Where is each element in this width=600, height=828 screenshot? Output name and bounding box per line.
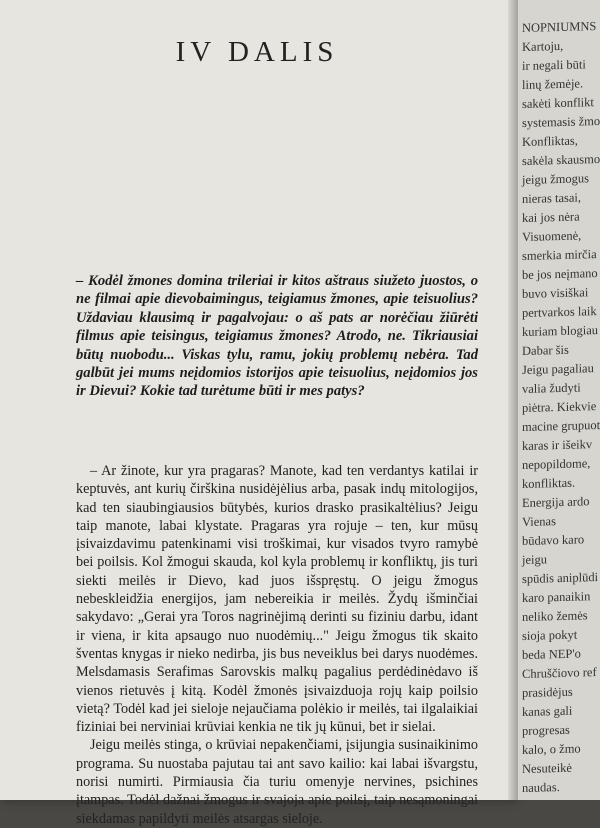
right-page-line: Chruščiovo ref xyxy=(522,665,597,682)
right-page-line: sakėti konflikt xyxy=(522,95,594,112)
right-page-line: jeigu xyxy=(522,552,547,568)
paragraph: – Ar žinote, kur yra pragaras? Manote, kad ten verdantys katilai ir keptuvės, ant kurių čirškina nusidėjėlius arba, pasak indų mitologijos, kad ten siaubingiausios būtybės, kurios drasko prasikaltėlius? Jeigu taip manote, labai klystate. Pragaras yra rojuje – ten, kur mūsų įsivaizdavimu patenkinami visi troškimai, kur visados tvyro ramybė bei poilsis. Kol žmogui skauda, kol kyla problemų ir konfliktų, jis turi siekti meilės ir Dievo, kad juos išspręstų. O jeigu žmogus nebeskleidžia energijos, jam nebereikia ir meilės. Žydų išminčiai sakydavo: „Gerai yra Toros nagrinėjimą derinti su fiziniu darbu, idant ir viena, ir kita apsaugo nuo nuodėmių..." Jeigu žmogus tik skaito šventas knygas ir nieko nedirba, jis bus neveiklus bei darys nuodėmes. Melsdamasis Serafimas Sarovskis malkų pagalius perdėdinėdavo iš vienos rietuvės į kitą. Kodėl žmonės įsivaizduoja rojų kaip poilsio vietą? Todėl kad jei sieloje nejaučiama polėkio ir meilės, tai ilgalaikiai fiziniai bei nerviniai krūviai kenkia ne tik jų kūnui, bet ir sielai. xyxy=(76,463,478,736)
right-page-line: beda NEP'o xyxy=(522,646,581,663)
right-page-line: Visuomenė, xyxy=(522,228,582,245)
right-page-line: kai jos nėra xyxy=(522,209,580,226)
right-page-line: kanas gali xyxy=(522,703,573,720)
right-page-line: Energija ardo xyxy=(522,494,590,511)
right-page-line: valia žudyti xyxy=(522,380,581,397)
epigraph-question: – Kodėl žmones domina trileriai ir kitos aštraus siužeto juostos, o ne filmai apie dievobaimingus, teigiamus žmones, apie teisuolius? Uždaviau klausimą ir pagalvojau: o aš pats ar norėčiau žiūrėti filmus apie teisingus, teigiamus žmones? Atrodo, ne. Tikriausiai būtų nuobodu... Viskas tylu, ramu, jokių problemų nebėra. Tad galbūt jei mums neįdomios istorijos apie teisuolius, neįdomios jos ir Dievui? Kokie tad turėtume būti ir mes patys? xyxy=(76,273,478,400)
right-page-line: konfliktas. xyxy=(522,475,576,492)
right-page-line: smerkia mirčia xyxy=(522,247,597,264)
right-book-page xyxy=(518,0,600,800)
part-title: IV DALIS xyxy=(175,36,339,68)
right-page-line: Konfliktas, xyxy=(522,133,578,150)
right-page-line: nieras tasai, xyxy=(522,190,582,207)
right-page-line: kalo, o žmo xyxy=(522,741,581,758)
right-page-line: jeigu žmogus xyxy=(522,171,590,188)
right-page-line: prasidėjus xyxy=(522,684,573,701)
right-page-line: karas ir išeikv xyxy=(522,437,593,454)
right-page-line: piėtra. Kiekvie xyxy=(522,399,597,416)
right-page-line: linų žemėje. xyxy=(522,76,584,93)
right-page-line: Dabar šis xyxy=(522,342,569,359)
right-page-line: NOPNIUMNS xyxy=(522,19,597,36)
right-page-line: neliko žemės xyxy=(522,608,588,625)
right-page-line: Kartoju, xyxy=(522,38,564,55)
right-page-line: macine grupuot xyxy=(522,417,600,435)
right-page-line: Vienas xyxy=(522,514,556,530)
right-page-line: karo panaikin xyxy=(522,589,591,606)
right-page-line: progresas xyxy=(522,722,570,739)
right-page-line: būdavo karo xyxy=(522,532,585,549)
right-page-line: naudas. xyxy=(522,780,560,796)
right-page-line: sioja pokyt xyxy=(522,627,578,644)
right-page-line: be jos neįmano xyxy=(522,266,598,283)
right-page-line: buvo visiškai xyxy=(522,285,589,302)
book-gutter xyxy=(508,0,518,800)
right-page-line: Jeigu pagaliau xyxy=(522,361,594,378)
right-page-line: nepopildome, xyxy=(522,456,591,473)
right-page-line: ir negali būti xyxy=(522,57,586,74)
paragraph: Jeigu meilės stinga, o krūviai nepakenčiami, įsijungia susinaikinimo programa. Su nuostaba pajutau tai ant savo kailio: kai labai išvargstu, norisi numirti. Pirmiausia čia turiu omenyje nervines, psichines įtampas. Todėl dažnai žmogus ir svajoja apie poilsį, taip nesąmoningai siekdamas papildyti meilės atsargas sieloje. xyxy=(76,737,478,827)
body-text xyxy=(76,462,478,828)
right-page-line: sakėla skausmo xyxy=(522,151,600,169)
right-page-line: Nesuteikė xyxy=(522,760,572,777)
right-page-line: spūdis aniplūdi xyxy=(522,570,599,587)
right-page-line: pertvarkos laik xyxy=(522,304,597,321)
right-page-line: kuriam blogiau xyxy=(522,323,599,340)
right-page-text xyxy=(522,17,600,798)
right-page-line: systemasis žmo xyxy=(522,113,600,131)
